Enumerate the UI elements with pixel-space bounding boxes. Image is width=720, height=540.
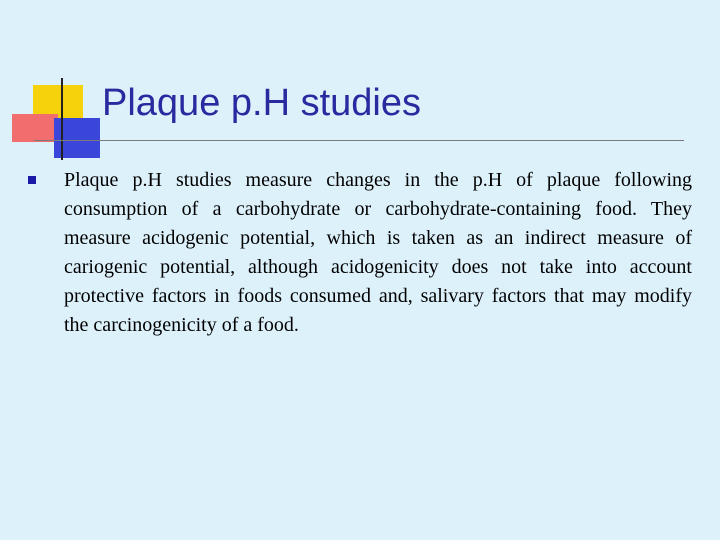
bullet-square-icon [28, 176, 36, 184]
bullet-text: Plaque p.H studies measure changes in the p.H of plaque following consumption of a carbohydrate or carbohydrate-containing food. They measure acidogenic potential, which is taken as an indirect measure of cariogenic potential, although acidogenicity does not take into account protective factors in foods consumed and, salivary factors that may modify the carcinogenicity of a food. [64, 169, 692, 336]
slide-title: Plaque p.H studies [102, 82, 421, 124]
decorative-vertical-line [61, 78, 63, 160]
title-underline-divider [34, 140, 684, 141]
decorative-red-square [12, 114, 58, 142]
